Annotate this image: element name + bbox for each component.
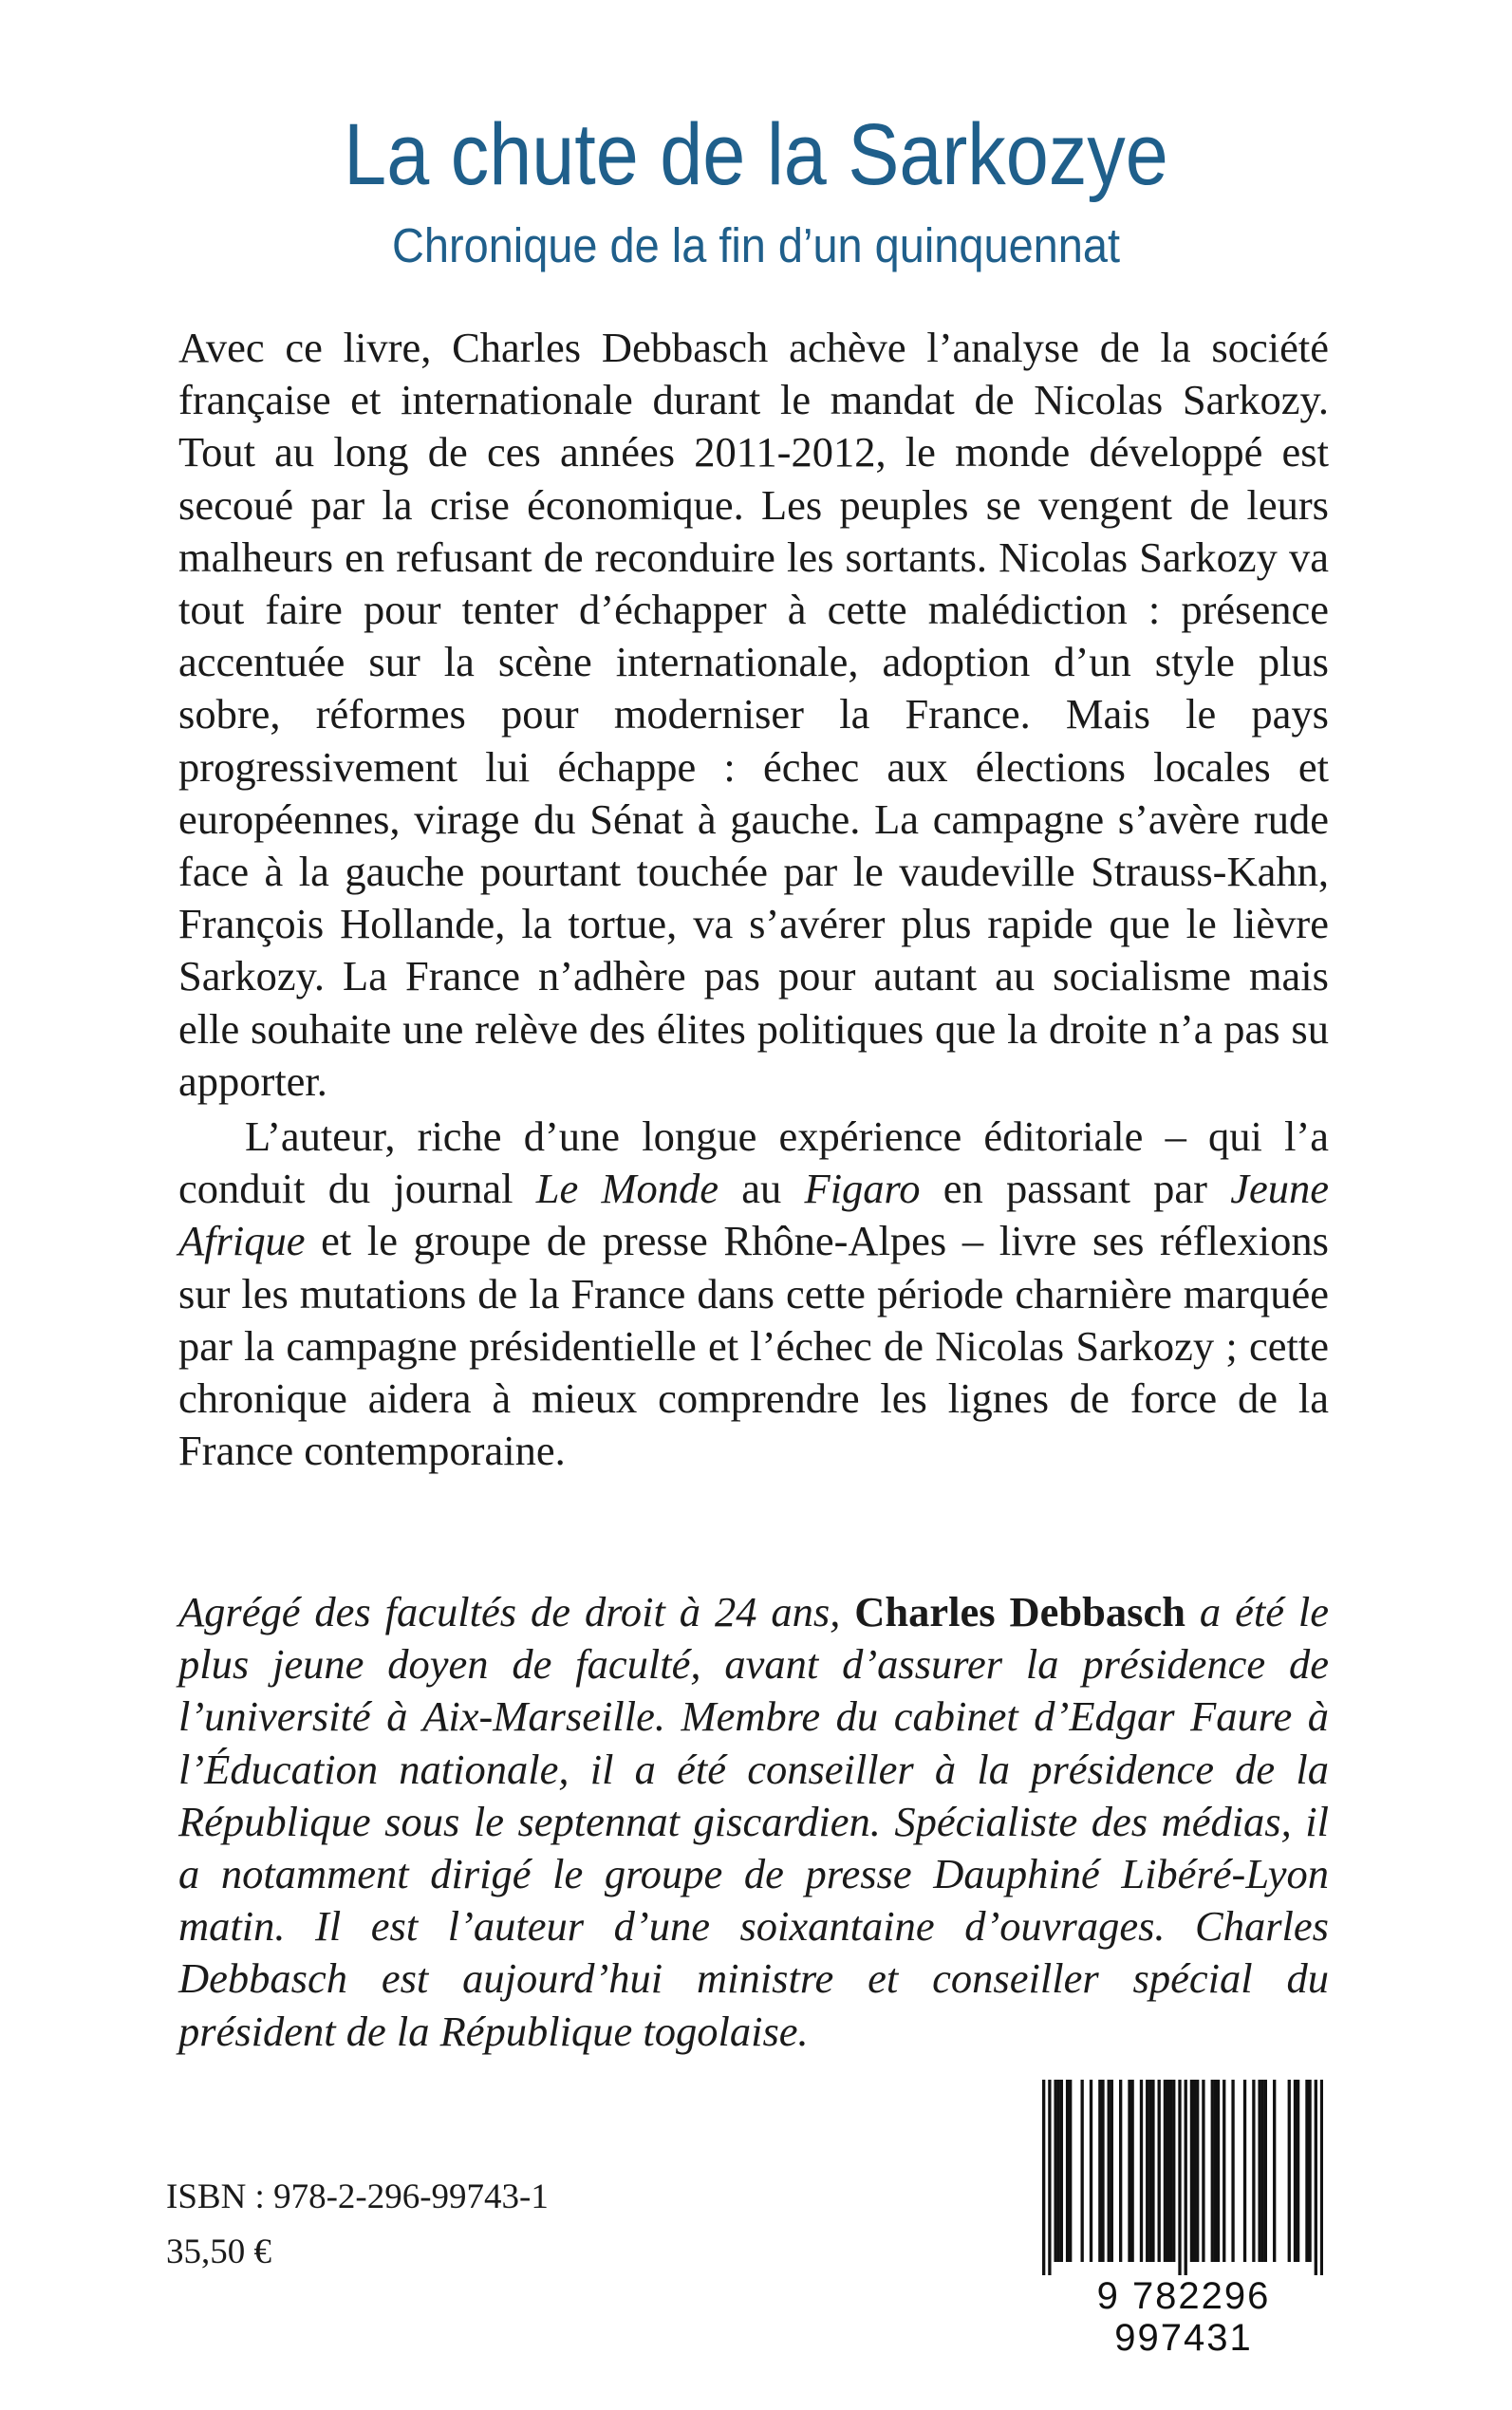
barcode-bar — [1101, 2080, 1104, 2262]
p3-text-2: a été le plus jeune doyen de faculté, avant d’assurer la présidence de l’université à Aix-Marseille. Membre du cabinet d’Edgar Faure à l’Éducation nationale, il a été conseiller à la présidence de la République sous le septennat giscardien. Spécialiste des médias, il a notamment dirigé le groupe de presse Dauphiné Libéré-Lyon matin. Il est l’auteur d’une soixantaine d’ouvrages. Charles Debbasch est aujourd’hui ministre et conseiller spécial du président de la République togolaise. — [178, 1588, 1329, 2055]
p2-newspaper-figaro: Figaro — [804, 1165, 921, 1213]
barcode-bar — [1196, 2080, 1199, 2262]
author-bio-paragraph — [178, 1586, 1329, 2058]
isbn-label: ISBN : 978-2-296-99743-1 — [166, 2177, 549, 2216]
barcode-bar — [1048, 2080, 1051, 2275]
barcode-bar — [1057, 2080, 1060, 2262]
p2-newspaper-le-monde: Le Monde — [535, 1165, 719, 1213]
barcode-bar — [1305, 2080, 1308, 2262]
barcode-bar — [1169, 2080, 1172, 2262]
barcode-bar — [1308, 2080, 1311, 2262]
barcode-bar — [1148, 2080, 1151, 2262]
barcode-bar — [1264, 2080, 1267, 2262]
barcode-bar — [1294, 2080, 1297, 2262]
barcode-bar — [1185, 2080, 1187, 2275]
price-label: 35,50 € — [166, 2233, 271, 2271]
barcode-bar — [1158, 2080, 1161, 2262]
barcode-bar — [1202, 2080, 1204, 2262]
barcode-bar — [1320, 2080, 1323, 2275]
barcode-icon — [1042, 2080, 1323, 2300]
barcode-bar — [1243, 2080, 1246, 2262]
barcode-bar — [1108, 2080, 1111, 2262]
barcode-bar — [1066, 2080, 1069, 2262]
barcode-bar — [1128, 2080, 1130, 2262]
barcode-digits: 9 782296 997431 — [1096, 2275, 1271, 2359]
barcode-bar — [1273, 2080, 1276, 2262]
barcode-bar — [1297, 2080, 1299, 2262]
book-title: La chute de la Sarkozye — [344, 106, 1168, 203]
book-subtitle: Chronique de la fin d’un quinquennat — [392, 218, 1120, 272]
p2-text-1: L’auteur, riche d’une longue expérience éditoriale – qui l’a conduit du journal — [178, 1112, 1329, 1213]
barcode-bar — [1315, 2080, 1317, 2275]
barcode-bar — [1214, 2080, 1217, 2262]
barcode-bar — [1090, 2080, 1092, 2262]
barcode-bar — [1288, 2080, 1291, 2262]
barcode-bar — [1164, 2080, 1167, 2262]
p2-newspaper-jeune-afrique: Jeune Afrique — [178, 1165, 1329, 1265]
barcode-bar — [1190, 2080, 1193, 2262]
barcode-bar — [1069, 2080, 1072, 2262]
barcode-bar — [1252, 2080, 1255, 2262]
barcode-bar — [1178, 2080, 1181, 2275]
barcode-bar — [1151, 2080, 1154, 2262]
barcode-bar — [1146, 2080, 1148, 2262]
barcode-bar — [1042, 2080, 1045, 2275]
p3-text-1: Agrégé des facultés de droit à 24 ans, — [178, 1588, 855, 1635]
p2-text-2: au — [719, 1165, 805, 1213]
barcode-bar — [1119, 2080, 1122, 2262]
p2-text-4: et le groupe de presse Rhône-Alpes – livre ses réflexions sur les mutations de la France dans cette période charnière marquée par la campagne présidentielle et l’échec de Nicolas Sarkozy ; cette chronique aidera à mieux comprendre les lignes de force de la France contemporaine. — [178, 1217, 1329, 1475]
p2-text-3: en passant par — [920, 1165, 1231, 1213]
barcode-bar — [1217, 2080, 1220, 2262]
barcode-bar — [1193, 2080, 1196, 2262]
barcode-bar — [1060, 2080, 1063, 2262]
barcode-bar — [1054, 2080, 1056, 2262]
barcode-bar — [1098, 2080, 1101, 2262]
author-name: Charles Debbasch — [854, 1588, 1185, 1635]
barcode-bars — [1042, 2080, 1323, 2275]
barcode-bar — [1111, 2080, 1113, 2262]
barcode-bar — [1223, 2080, 1225, 2262]
barcode-bar — [1081, 2080, 1084, 2262]
barcode-bar — [1172, 2080, 1175, 2262]
barcode-bar — [1211, 2080, 1214, 2262]
author-experience-paragraph — [178, 1111, 1329, 1477]
barcode-bar — [1258, 2080, 1260, 2262]
summary-paragraph: Avec ce livre, Charles Debbasch achève l’analyse de la société française et internationale durant le mandat de Nicolas Sarkozy. Tout au long de ces années 2011-2012, le monde développé est secoué par la crise économique. Les peuples se vengent de leurs malheurs en refusant de reconduire les sortants. Nicolas Sarkozy va tout faire pour tenter d’échapper à cette malédiction : présence accentuée sur la scène internationale, adoption d’un style plus sobre, réformes pour moderniser la France. Mais le pays progressivement lui échappe : échec aux élections locales et européennes, virage du Sénat à gauche. La campagne s’avère rude face à la gauche pourtant touchée par le vaudeville Strauss-Kahn, François Hollande, la tortue, va s’avérer plus rapide que le lièvre Sarkozy. La France n’adhère pas pour autant au socialisme mais elle souhaite une relève des élites politiques que la droite n’a pas su apporter. — [178, 324, 1329, 1105]
barcode-bar — [1130, 2080, 1133, 2262]
barcode-bar — [1140, 2080, 1143, 2262]
barcode-bar — [1261, 2080, 1264, 2262]
barcode-bar — [1231, 2080, 1234, 2262]
barcode-bar — [1167, 2080, 1169, 2262]
